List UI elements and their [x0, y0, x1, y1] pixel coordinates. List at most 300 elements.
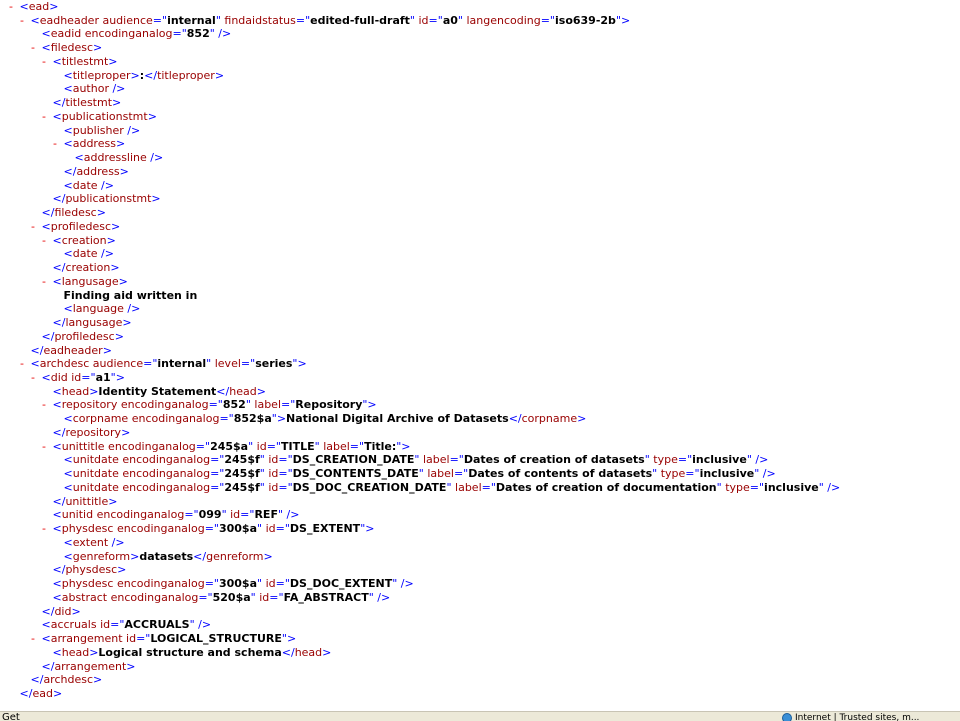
xml-markup: "> [396, 439, 411, 453]
xml-markup: < [63, 480, 73, 494]
xml-markup: " /> [392, 577, 414, 591]
xml-markup: =" [172, 27, 187, 41]
collapse-toggle[interactable]: - [31, 41, 35, 55]
xml-markup: " [259, 467, 269, 481]
xml-name: unitdate [72, 453, 123, 467]
xml-attr-value: internal [167, 13, 216, 27]
xml-attr-value: LOGICAL_STRUCTURE [150, 632, 282, 646]
xml-name: encodinganalog [131, 412, 220, 426]
xml-name: ead [32, 687, 53, 700]
xml-ead-line[interactable] [6, 0, 58, 14]
xml-markup: " [414, 453, 423, 467]
xml-name: titlestmt [61, 54, 109, 68]
xml-markup: =" [278, 453, 293, 467]
xml-name: genreform [72, 549, 131, 563]
xml-markup: < [41, 27, 51, 41]
xml-attr-value: DS_DOC_EXTENT [289, 577, 393, 591]
xml-markup: < [52, 522, 62, 536]
xml-profiledesc-line[interactable] [28, 220, 120, 234]
xml-markup: > [89, 384, 99, 398]
xml-markup: =" [275, 577, 290, 591]
xml-attr-value: 245$a [210, 439, 249, 453]
xml-name: encodinganalog [120, 398, 209, 412]
xml-markup: > [147, 109, 157, 123]
collapse-toggle[interactable]: - [53, 137, 57, 151]
xml-markup: < [52, 645, 62, 659]
xml-name: encodinganalog [122, 480, 211, 494]
xml-markup: =" [281, 398, 296, 412]
xml-markup: < [63, 247, 73, 261]
xml-markup: =" [275, 522, 290, 536]
xml-markup: < [41, 632, 51, 646]
xml-name: titleproper [72, 68, 131, 82]
xml-name: encodinganalog [96, 508, 185, 522]
xml-markup: " [716, 480, 726, 494]
xml-close-ead-line [6, 687, 62, 701]
xml-name: creation [61, 233, 107, 247]
xml-markup: > [121, 425, 131, 439]
xml-unitdate-line [50, 481, 840, 495]
xml-markup: > [122, 316, 132, 330]
xml-language-line [50, 302, 140, 316]
collapse-toggle[interactable]: - [42, 274, 46, 288]
xml-name: genreform [206, 549, 264, 563]
xml-markup: =" [240, 357, 256, 371]
xml-markup: " [250, 590, 260, 604]
xml-attr-value: a0 [442, 13, 458, 27]
xml-markup: </ [41, 659, 55, 673]
xml-markup: =" [449, 453, 464, 467]
xml-physdesc-line [39, 577, 414, 591]
xml-filedesc-line[interactable] [28, 41, 102, 55]
xml-name: label [427, 467, 454, 481]
xml-markup: " [457, 13, 467, 27]
xml-markup: > [256, 384, 266, 398]
xml-name: language [72, 302, 124, 316]
xml-markup: =" [143, 357, 158, 371]
xml-markup: =" [349, 439, 365, 453]
xml-name: langusage [61, 274, 119, 288]
xml-markup: " /> [754, 467, 776, 481]
xml-markup: =" [240, 508, 255, 522]
xml-markup: "> [292, 357, 307, 371]
xml-attr-value: ACCRUALS [124, 618, 190, 632]
xml-markup: < [63, 467, 73, 481]
xml-markup: " /> [368, 590, 391, 604]
xml-name: label [254, 398, 281, 412]
xml-markup: < [30, 13, 40, 27]
xml-name: arrangement [50, 632, 127, 646]
xml-markup: > [119, 164, 129, 178]
xml-name: profiledesc [50, 219, 111, 233]
xml-markup: < [52, 384, 62, 398]
xml-markup: =" [204, 522, 219, 536]
xml-markup: "> [281, 632, 297, 646]
xml-markup: =" [269, 590, 284, 604]
xml-markup: "> [362, 398, 377, 412]
xml-attr-value: Dates of creation of documentation [495, 480, 717, 494]
xml-name: filedesc [50, 41, 93, 55]
xml-name: id [268, 467, 279, 481]
xml-markup: /> [123, 123, 141, 137]
xml-name: audience [102, 13, 153, 27]
xml-attr-value: Repository [295, 398, 363, 412]
xml-name: ead [28, 0, 50, 13]
xml-name: label [323, 439, 350, 453]
xml-close-eadheader-line [17, 344, 112, 358]
xml-name: head [61, 384, 90, 398]
collapse-toggle[interactable]: - [31, 370, 35, 384]
xml-repository-line[interactable] [39, 398, 377, 412]
xml-markup: "> [110, 370, 125, 384]
xml-markup: =" [184, 508, 199, 522]
xml-attr-value: 245$f [224, 467, 260, 481]
xml-markup: =" [295, 13, 311, 27]
xml-extent-line [50, 536, 125, 550]
xml-physdesc-line[interactable] [39, 522, 374, 536]
xml-name: repository [65, 425, 122, 439]
xml-addressline-line [61, 151, 163, 165]
xml-name: head [61, 645, 90, 659]
xml-markup: < [63, 123, 73, 137]
xml-markup: =" [210, 467, 225, 481]
collapse-toggle[interactable]: - [20, 13, 24, 27]
xml-markup: > [117, 563, 127, 577]
xml-markup: < [52, 577, 62, 591]
xml-name: addressline [83, 151, 147, 165]
xml-markup: =" [110, 618, 125, 632]
collapse-toggle[interactable]: - [42, 398, 46, 412]
xml-markup: =" [481, 480, 496, 494]
xml-name: corpname [72, 412, 132, 426]
xml-close-creation-line [39, 261, 120, 275]
xml-close-filedesc-line [28, 206, 106, 220]
xml-address-line[interactable] [50, 137, 125, 151]
xml-name: encodinganalog [116, 577, 205, 591]
xml-attr-value: FA_ABSTRACT [283, 590, 369, 604]
xml-name: id [268, 453, 279, 467]
xml-markup: "> [271, 412, 287, 426]
xml-markup: </ [52, 261, 66, 275]
xml-unitid-line [39, 508, 299, 522]
xml-text: National Digital Archive of Datasets [286, 412, 509, 426]
xml-markup: < [30, 357, 40, 371]
xml-markup: " [259, 480, 269, 494]
xml-close-titlestmt-line [39, 96, 121, 110]
xml-name: publisher [72, 123, 124, 137]
xml-name: id [256, 439, 267, 453]
xml-name: encodinganalog [108, 439, 196, 453]
xml-arrangement-line[interactable] [28, 632, 296, 646]
xml-markup: " [652, 467, 661, 481]
xml-markup: < [74, 151, 84, 165]
xml-attr-value: DS_CONTENTS_DATE [292, 467, 419, 481]
xml-markup: </ [41, 604, 55, 618]
xml-markup: =" [453, 467, 469, 481]
xml-name: profiledesc [54, 329, 115, 343]
xml-markup: =" [198, 590, 213, 604]
xml-close-publicationstmt-line [39, 192, 161, 206]
xml-name: physdesc [61, 522, 117, 536]
xml-name: eadheader [39, 13, 103, 27]
xml-markup: </ [52, 316, 66, 330]
xml-text-line [50, 289, 197, 303]
xml-name: type [653, 453, 678, 467]
xml-name: encodinganalog [84, 27, 173, 41]
xml-attr-value: 852$a [233, 412, 272, 426]
xml-markup: < [52, 439, 62, 453]
xml-attr-value: inclusive [764, 480, 819, 494]
xml-name: abstract [61, 590, 111, 604]
xml-name: encodinganalog [110, 590, 199, 604]
xml-name: label [422, 453, 450, 467]
xml-name: publicationstmt [61, 109, 148, 123]
xml-markup: > [130, 549, 140, 563]
collapse-toggle[interactable]: - [20, 357, 24, 371]
xml-markup: </ [144, 68, 158, 82]
xml-markup: < [63, 412, 73, 426]
xml-attr-value: iso639-2b [555, 13, 616, 27]
xml-attr-value: Title: [364, 439, 397, 453]
xml-name: findaidstatus [224, 13, 296, 27]
xml-attr-value: 099 [198, 508, 222, 522]
xml-markup: < [52, 233, 62, 247]
xml-markup: </ [30, 343, 44, 357]
xml-date-line [50, 179, 114, 193]
collapse-toggle[interactable]: - [42, 109, 46, 123]
xml-markup: " [257, 522, 266, 536]
xml-close-archdesc-line [17, 673, 102, 687]
xml-attr-value: 300$a [218, 522, 258, 536]
xml-publicationstmt-line[interactable] [39, 110, 157, 124]
xml-markup: =" [210, 453, 225, 467]
xml-markup: > [577, 412, 587, 426]
xml-attr-value: REF [254, 508, 278, 522]
xml-name: unittitle [65, 494, 109, 508]
xml-markup: < [52, 109, 62, 123]
xml-corpname-line [50, 412, 586, 426]
xml-markup: < [63, 178, 73, 192]
xml-name: date [72, 178, 98, 192]
xml-name: eadid [50, 27, 85, 41]
collapse-toggle[interactable]: - [42, 439, 46, 453]
xml-markup: </ [52, 192, 66, 206]
xml-markup: > [263, 549, 273, 563]
xml-attr-value: 520$a [212, 590, 251, 604]
xml-markup: > [93, 673, 103, 687]
xml-markup: =" [136, 632, 151, 646]
xml-name: level [214, 357, 241, 371]
xml-markup: > [118, 274, 128, 288]
xml-name: titlestmt [65, 96, 113, 110]
xml-markup: " [206, 357, 215, 371]
xml-name: encodinganalog [116, 522, 205, 536]
xml-attr-value: 852 [186, 27, 210, 41]
collapse-toggle[interactable]: - [31, 219, 35, 233]
collapse-toggle[interactable]: - [42, 54, 46, 68]
xml-langusage-line[interactable] [39, 275, 128, 289]
xml-name: archdesc [39, 357, 93, 371]
collapse-toggle[interactable]: - [31, 632, 35, 646]
collapse-toggle[interactable]: - [9, 0, 13, 13]
xml-genreform-line [50, 550, 273, 564]
xml-attr-value: series [255, 357, 293, 371]
xml-markup: </ [52, 563, 66, 577]
xml-markup: " /> [746, 453, 769, 467]
xml-markup: =" [204, 577, 219, 591]
xml-name: id [71, 370, 82, 384]
xml-name: id [100, 618, 111, 632]
xml-creation-line[interactable] [39, 234, 116, 248]
xml-markup: < [52, 590, 62, 604]
xml-markup: > [52, 687, 63, 700]
xml-markup: < [41, 41, 51, 55]
xml-unitdate-line [50, 467, 776, 481]
xml-markup: " /> [189, 618, 212, 632]
xml-markup: " [446, 480, 456, 494]
xml-name: encodinganalog [122, 467, 211, 481]
xml-markup: " [259, 453, 269, 467]
xml-markup: > [322, 645, 332, 659]
xml-attr-value: edited-full-draft [310, 13, 410, 27]
xml-markup: =" [210, 480, 225, 494]
xml-markup: " [215, 13, 225, 27]
xml-name: id [265, 577, 276, 591]
xml-name: id [230, 508, 241, 522]
xml-did-line[interactable] [28, 371, 125, 385]
xml-markup: =" [266, 439, 281, 453]
xml-markup: /> [108, 82, 126, 96]
xml-text: Finding aid written in [63, 288, 198, 302]
xml-markup: < [52, 398, 62, 412]
xml-markup: > [115, 137, 126, 151]
xml-markup: =" [428, 13, 443, 27]
xml-eadheader-line[interactable] [17, 14, 630, 28]
xml-name: creation [65, 261, 111, 275]
xml-markup: " [314, 439, 324, 453]
xml-close-did-line [28, 605, 81, 619]
xml-titleproper-line [50, 69, 224, 83]
xml-text: datasets [139, 549, 194, 563]
xml-markup: < [52, 54, 62, 68]
xml-name: accruals [50, 618, 101, 632]
xml-name: extent [72, 535, 109, 549]
xml-markup: < [63, 549, 73, 563]
xml-name: label [455, 480, 482, 494]
xml-markup: > [93, 41, 103, 55]
xml-markup: > [49, 0, 59, 13]
xml-markup: =" [278, 480, 293, 494]
xml-markup: " [409, 13, 419, 27]
xml-markup: < [52, 274, 62, 288]
xml-markup: " /> [818, 480, 841, 494]
xml-markup: < [41, 219, 51, 233]
xml-attr-value: 300$a [218, 577, 258, 591]
xml-name: unitdate [72, 467, 123, 481]
xml-markup: < [63, 68, 73, 82]
xml-close-repository-line [39, 426, 130, 440]
xml-name: did [54, 604, 72, 618]
xml-close-physdesc-line [39, 563, 126, 577]
xml-name: arrangement [54, 659, 127, 673]
xml-markup: > [151, 192, 161, 206]
xml-author-line [50, 82, 125, 96]
xml-name: id [126, 632, 137, 646]
xml-head-line [39, 385, 266, 399]
xml-abstract-line [39, 591, 390, 605]
xml-name: archdesc [43, 673, 94, 687]
xml-attr-value: Dates of creation of datasets [463, 453, 645, 467]
xml-titlestmt-line[interactable] [39, 55, 118, 69]
xml-close-langusage-line [39, 316, 132, 330]
xml-publisher-line [50, 124, 140, 138]
xml-markup: > [111, 219, 121, 233]
xml-name: id [268, 480, 279, 494]
xml-markup: </ [52, 425, 66, 439]
xml-markup: </ [193, 549, 207, 563]
xml-markup: " /> [277, 508, 300, 522]
xml-markup: /> [108, 535, 125, 549]
xml-markup: < [41, 370, 51, 384]
xml-markup: > [96, 206, 106, 220]
xml-markup: </ [508, 412, 522, 426]
xml-name: id [265, 522, 276, 536]
collapse-toggle[interactable]: - [42, 233, 46, 247]
xml-markup: /> [97, 178, 114, 192]
xml-markup: > [126, 659, 136, 673]
xml-attr-value: DS_CREATION_DATE [292, 453, 415, 467]
xml-markup: </ [41, 206, 55, 220]
xml-markup: > [112, 96, 122, 110]
xml-markup: > [71, 604, 81, 618]
xml-markup: </ [52, 494, 66, 508]
xml-markup: =" [677, 453, 693, 467]
xml-markup: =" [219, 412, 234, 426]
xml-accruals-line [28, 618, 211, 632]
xml-name: audience [92, 357, 144, 371]
xml-markup: < [63, 302, 73, 316]
xml-name: filedesc [54, 206, 97, 220]
xml-markup: " [418, 467, 428, 481]
security-zone-label: Internet | Trusted sites, m... [795, 713, 920, 721]
xml-markup: =" [749, 480, 765, 494]
xml-markup: </ [30, 673, 44, 687]
xml-markup: </ [41, 329, 55, 343]
xml-markup: </ [216, 384, 230, 398]
xml-unitdate-line [50, 453, 768, 467]
xml-head-line [39, 646, 331, 660]
xml-unittitle-line[interactable] [39, 440, 411, 454]
xml-archdesc-line[interactable] [17, 357, 307, 371]
collapse-toggle[interactable]: - [42, 522, 46, 536]
xml-name: id [259, 590, 270, 604]
xml-name: head [294, 645, 323, 659]
xml-name: publicationstmt [65, 192, 152, 206]
xml-name: type [660, 467, 686, 481]
xml-close-unittitle-line [39, 495, 117, 509]
xml-markup: =" [540, 13, 555, 27]
xml-attr-value: 245$f [224, 453, 260, 467]
xml-markup: > [102, 343, 112, 357]
xml-markup: " [248, 439, 257, 453]
xml-attr-value: internal [157, 357, 207, 371]
xml-name: did [50, 370, 72, 384]
xml-markup: " [644, 453, 654, 467]
xml-markup: > [108, 54, 118, 68]
xml-name: langencoding [466, 13, 541, 27]
xml-attr-value: 245$f [224, 480, 260, 494]
xml-markup: > [106, 233, 116, 247]
